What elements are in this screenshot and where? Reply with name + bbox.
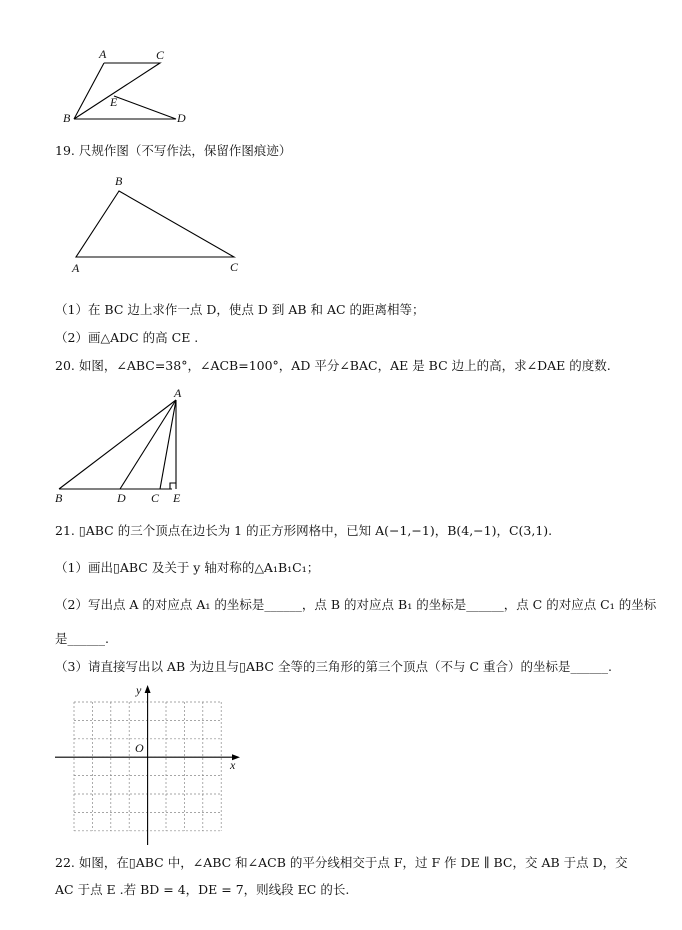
q20-label-a: A: [174, 386, 182, 400]
q20-label-e: E: [173, 491, 181, 505]
q19-part1: （1）在 BC 边上求作一点 D，使点 D 到 AB 和 AC 的距离相等；: [55, 302, 425, 317]
q20-label-d: D: [117, 491, 126, 505]
q19-heading: 19. 尺规作图（不写作法，保留作图痕迹）: [55, 143, 292, 158]
fig-top-label-c: C: [156, 48, 165, 62]
q21-part2-line1: （2）写出点 A 的对应点 A₁ 的坐标是______，点 B 的对应点 B₁ 的坐标是______，点 C 的对应点 C₁ 的坐标: [55, 597, 657, 612]
origin-label: O: [135, 741, 144, 755]
q21-part1: （1）画出▯ABC 及关于 y 轴对称的△A₁B₁C₁；: [55, 560, 320, 575]
y-axis-arrow: [145, 685, 151, 693]
q19-part2: （2）画△ADC 的高 CE .: [55, 330, 199, 345]
q19-label-b: B: [115, 174, 123, 188]
q19-label-a: A: [72, 261, 80, 275]
x-axis-label: x: [230, 758, 236, 772]
q21-part2-line2: 是______.: [55, 631, 109, 646]
q19-label-c: C: [230, 260, 239, 274]
q22-line1: 22. 如图，在▯ABC 中，∠ABC 和∠ACB 的平分线相交于点 F，过 F 作 DE ∥ BC，交 AB 于点 D，交: [55, 855, 628, 870]
fig-top-label-b: B: [63, 111, 71, 125]
q22-line2: AC 于点 E .若 BD = 4，DE = 7，则线段 EC 的长.: [55, 882, 350, 897]
q21-text: 21. ▯ABC 的三个顶点在边长为 1 的正方形网格中，已知 A(−1,−1)，B(4,−1)，C(3,1).: [55, 523, 553, 538]
q20-label-c: C: [151, 491, 160, 505]
q21-part3: （3）请直接写出以 AB 为边且与▯ABC 全等的三角形的第三个顶点（不与 C 重合）的坐标是______.: [55, 659, 612, 674]
fig-top-label-a: A: [99, 47, 107, 61]
q20-label-b: B: [55, 491, 63, 505]
q20-text: 20. 如图，∠ABC=38°，∠ACB=100°，AD 平分∠BAC，AE 是 BC 边上的高，求∠DAE 的度数.: [55, 358, 611, 373]
fig-top-label-d: D: [177, 111, 186, 125]
fig-top-label-e: E: [110, 95, 118, 109]
y-axis-label: y: [136, 683, 142, 697]
